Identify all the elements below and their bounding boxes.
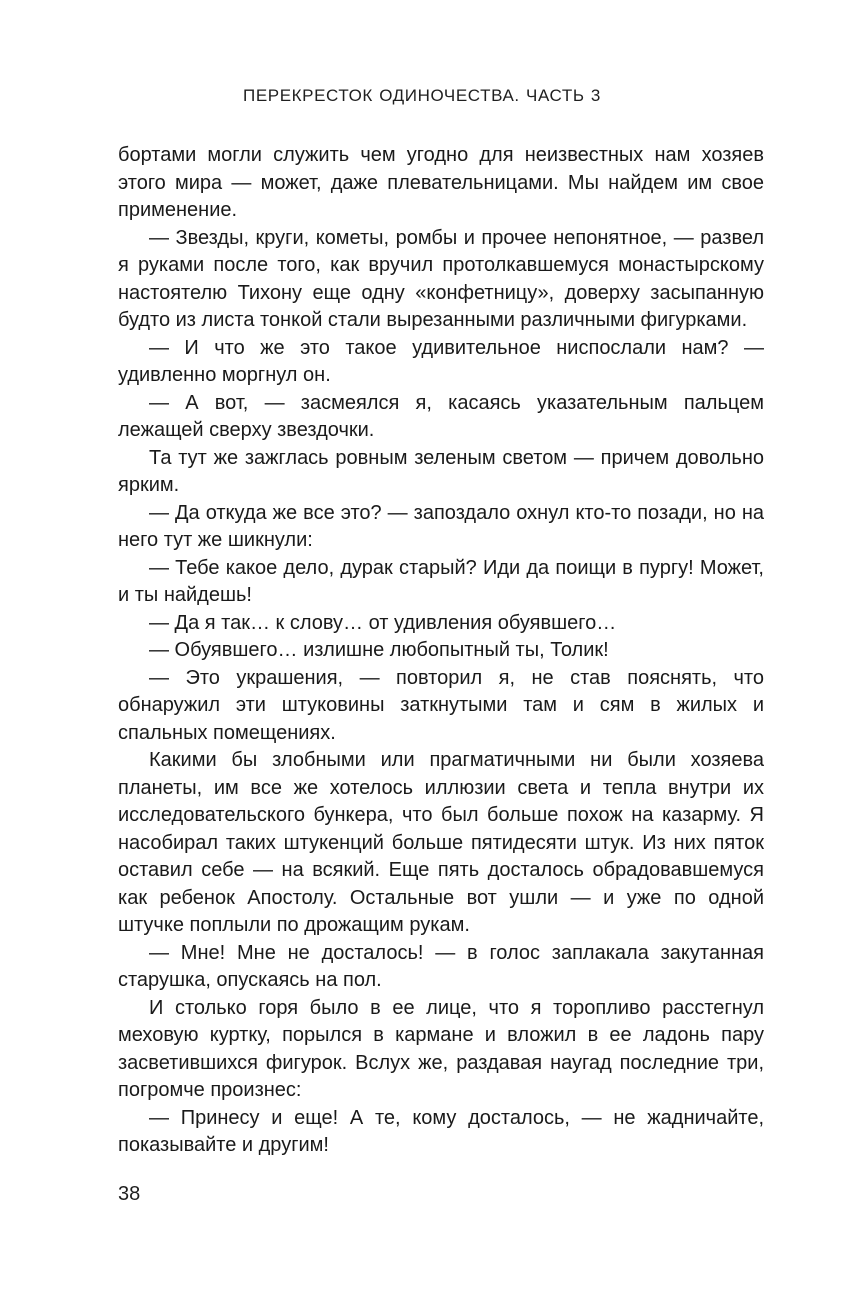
paragraph: бортами могли служить чем угодно для неизвестных нам хозяев этого мира — может, даже плевательницами. Мы найдем им свое применение. xyxy=(118,144,764,221)
page-number: 38 xyxy=(118,1183,141,1205)
paragraph: — Звезды, круги, кометы, ромбы и прочее непонятное, — развел я руками после того, как вручил протолкавшемуся монастырскому настоятелю Тихону еще одну «конфетницу», доверху засыпанную будто из листа тонкой стали вырезанными различными фигурками. xyxy=(118,226,764,331)
paragraph: — Обуявшего… излишне любопытный ты, Толик! xyxy=(149,639,609,661)
paragraph: — Принесу и еще! А те, кому досталось, — не жадничайте, показывайте и другим! xyxy=(118,1106,764,1156)
paragraph: — А вот, — засмеялся я, касаясь указательным пальцем лежащей сверху звездочки. xyxy=(118,391,764,441)
paragraph: — Это украшения, — повторил я, не став пояснять, что обнаружил эти штуковины заткнутыми там и сям в жилых и спальных помещениях. xyxy=(118,666,764,744)
paragraph: Какими бы злобными или прагматичными ни были хозяева планеты, им все же хотелось иллюзии света и тепла внутри их исследовательского бункера, что был больше похож на казарму. Я насобирал таких штукенций больше пятидесяти штук. Из них пяток оставил себе — на всякий. Еще пять досталось обрадовавшемуся как ребенок Апостолу. Остальные вот ушли — и уже по одной штучке поплыли по дрожащим рукам. xyxy=(118,749,764,936)
running-head: ПЕРЕКРЕСТОК ОДИНОЧЕСТВА. ЧАСТЬ 3 xyxy=(243,86,601,105)
paragraph: — Тебе какое дело, дурак старый? Иди да поищи в пургу! Может, и ты найдешь! xyxy=(118,556,764,606)
paragraph: — Да откуда же все это? — запоздало охнул кто-то позади, но на него тут же шикнули: xyxy=(118,501,764,551)
paragraph: — Да я так… к слову… от удивления обуявшего… xyxy=(149,611,617,634)
paragraph: — Мне! Мне не досталось! — в голос заплакала закутанная старушка, опускаясь на пол. xyxy=(118,941,764,991)
body-text xyxy=(118,142,764,1160)
paragraph: Та тут же зажглась ровным зеленым светом — причем довольно ярким. xyxy=(118,446,764,496)
paragraph: — И что же это такое удивительное ниспослали нам? — удивленно моргнул он. xyxy=(118,336,764,386)
paragraph: И столько горя было в ее лице, что я торопливо расстегнул меховую куртку, порылся в кармане и вложил в ее ладонь пару засветившихся фигурок. Вслух же, раздавая наугад последние три, погромче произнес: xyxy=(118,996,764,1101)
